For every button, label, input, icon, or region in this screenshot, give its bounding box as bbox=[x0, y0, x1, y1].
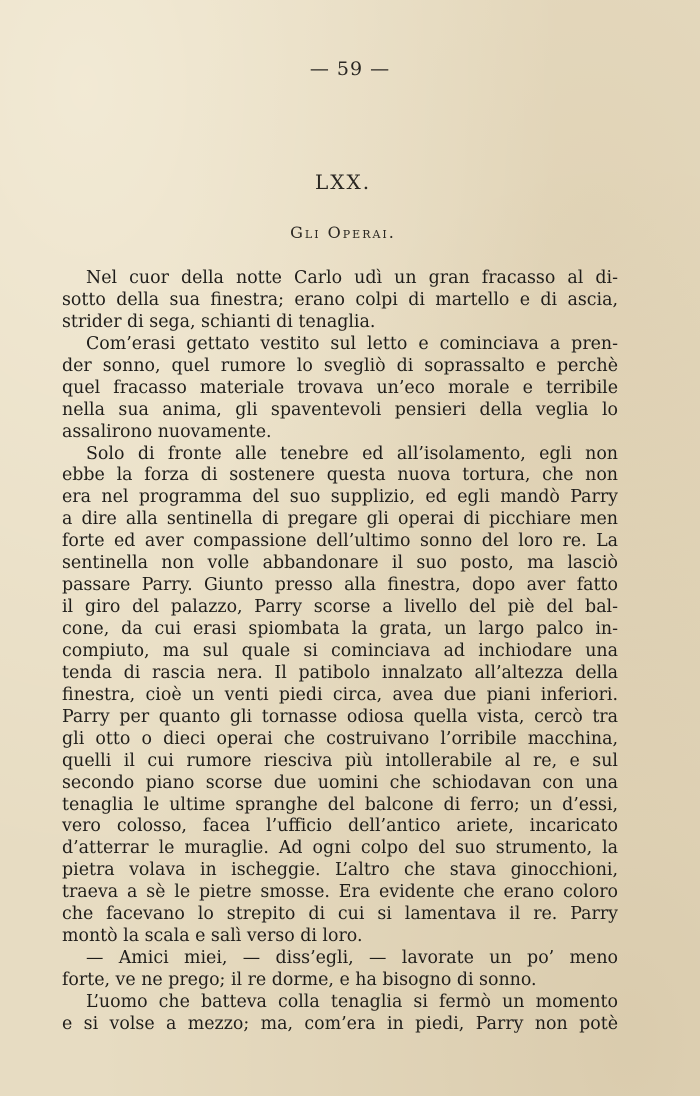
text-line: Parry per quanto gli tornasse odiosa quella vista, cercò tra bbox=[62, 706, 618, 727]
text-line: der sonno, quel rumore lo svegliò di soprassalto e perchè bbox=[62, 355, 618, 376]
text-line: montò la scala e salì verso di loro. bbox=[62, 926, 363, 947]
text-line: — Amici miei, — diss’egli, — lavorate un po’ meno bbox=[86, 948, 618, 969]
text-line: Nel cuor della notte Carlo udì un gran fracasso al di- bbox=[86, 268, 618, 288]
paragraph bbox=[62, 992, 618, 1036]
text-line: finestra, cioè un venti piedi circa, avea due piani inferiori. bbox=[62, 684, 618, 705]
paragraph bbox=[62, 948, 618, 992]
text-line: passare Parry. Giunto presso alla finestra, dopo aver fatto bbox=[62, 575, 618, 596]
text-line: Com’erasi gettato vestito sul letto e cominciava a pren- bbox=[86, 333, 618, 354]
paragraph bbox=[62, 268, 618, 334]
text-line: sotto della sua finestra; erano colpi di martello e di ascia, bbox=[62, 289, 618, 310]
text-line: Solo di fronte alle tenebre ed all’isolamento, egli non bbox=[86, 443, 618, 464]
paragraph bbox=[62, 444, 618, 949]
chapter-title: Gli Operai. bbox=[290, 223, 396, 242]
text-line: che facevano lo strepito di cui si lamentava il re. Parry bbox=[62, 904, 618, 925]
text-line: vero colosso, facea l’ufficio dell’antico ariete, incaricato bbox=[62, 816, 618, 837]
text-line: secondo piano scorse due uomini che schiodavan con una bbox=[62, 772, 618, 793]
text-line: forte ed aver compassione dell’ultimo sonno del loro re. La bbox=[62, 531, 618, 552]
text-line: tenda di rascia nera. Il patibolo innalzato all’altezza della bbox=[62, 662, 618, 683]
text-line: compiuto, ma sul quale si cominciava ad inchiodare una bbox=[62, 640, 618, 661]
text-line: il giro del palazzo, Parry scorse a livello del piè del bal- bbox=[62, 597, 618, 618]
text-line: strider di sega, schianti di tenaglia. bbox=[62, 311, 376, 332]
text-line: forte, ve ne prego; il re dorme, e ha bisogno di sonno. bbox=[62, 970, 537, 990]
text-line: sentinella non volle abbandonare il suo posto, ma lasciò bbox=[62, 553, 618, 574]
text-line: a dire alla sentinella di pregare gli operai di picchiare men bbox=[62, 509, 618, 530]
chapter-number: LXX. bbox=[314, 170, 372, 194]
text-line: L’uomo che batteva colla tenaglia si fermò un momento bbox=[86, 991, 618, 1012]
text-line: ebbe la forza di sostenere questa nuova tortura, che non bbox=[62, 465, 618, 486]
body-text bbox=[62, 268, 618, 1036]
text-line: assalirono nuovamente. bbox=[62, 421, 272, 442]
text-line: era nel programma del suo supplizio, ed egli mandò Parry bbox=[62, 487, 618, 508]
text-line: e si volse a mezzo; ma, com’era in piedi, Parry non potè bbox=[62, 1013, 618, 1034]
paragraph bbox=[62, 334, 618, 444]
text-line: d’atterrar le muraglie. Ad ogni colpo del suo strumento, la bbox=[62, 838, 618, 859]
text-line: cone, da cui erasi spiombata la grata, un largo palco in- bbox=[62, 619, 618, 639]
text-line: traeva a sè le pietre smosse. Era evidente che erano coloro bbox=[62, 882, 618, 903]
text-line: tenaglia le ultime spranghe del balcone di ferro; un d’essi, bbox=[62, 794, 618, 815]
text-line: pietra volava in ischeggie. L’altro che stava ginocchioni, bbox=[62, 860, 618, 881]
text-line: quelli il cui rumore riesciva più intollerabile al re, e sul bbox=[62, 750, 618, 771]
text-line: gli otto o dieci operai che costruivano l’orribile macchina, bbox=[62, 728, 618, 749]
page-number: — 59 — bbox=[309, 58, 391, 80]
text-line: quel fracasso materiale trovava un’eco morale e terribile bbox=[62, 377, 618, 398]
text-line: nella sua anima, gli spaventevoli pensieri della veglia lo bbox=[62, 399, 618, 420]
